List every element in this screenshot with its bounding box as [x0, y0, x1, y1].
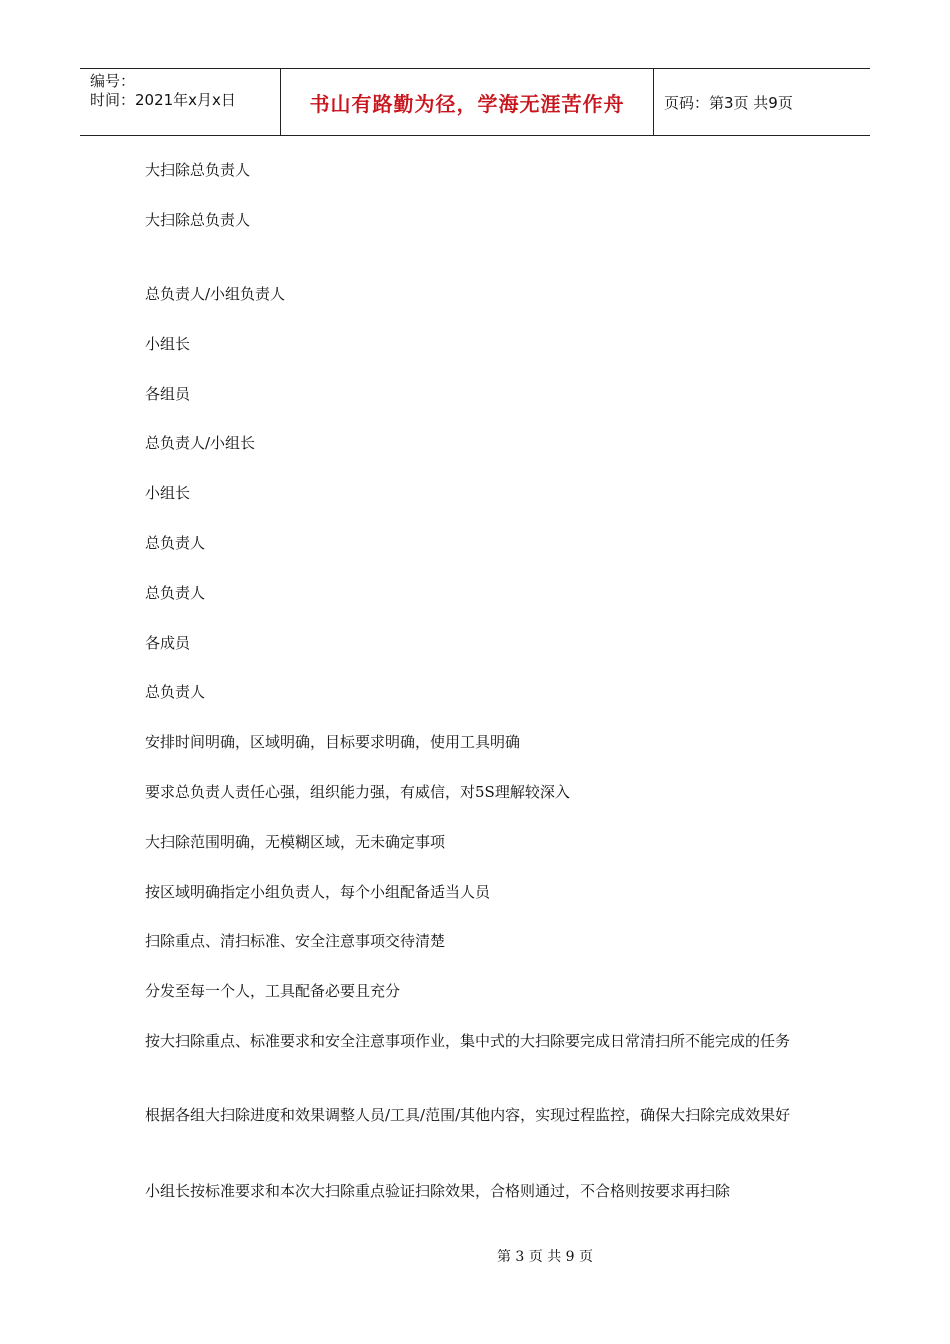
paragraph: 总负责人 — [145, 584, 206, 602]
paragraph: 大扫除范围明确，无模糊区域，无未确定事项 — [145, 833, 446, 851]
header-page-info: 页码：第3页 共9页 — [664, 93, 793, 112]
paragraph: 小组长按标准要求和本次大扫除重点验证扫除效果，合格则通过，不合格则按要求再扫除 — [145, 1182, 731, 1200]
paragraph: 大扫除总负责人 — [145, 211, 251, 229]
time-label: 时间：2021年x月x日 — [90, 91, 236, 109]
paragraph: 分发至每一个人，工具配备必要且充分 — [145, 982, 401, 1000]
page-header — [80, 68, 870, 136]
paragraph: 大扫除总负责人 — [145, 161, 251, 179]
paragraph: 扫除重点、清扫标准、安全注意事项交待清楚 — [145, 932, 446, 950]
paragraph: 总负责人 — [145, 534, 206, 552]
paragraph: 按大扫除重点、标准要求和安全注意事项作业，集中式的大扫除要完成日常清扫所不能完成的任务 — [145, 1032, 791, 1050]
paragraph: 小组长 — [145, 484, 191, 502]
header-motto: 书山有路勤为径，学海无涯苦作舟 — [281, 69, 654, 135]
paragraph: 按区域明确指定小组负责人，每个小组配备适当人员 — [145, 883, 491, 901]
paragraph: 总负责人/小组长 — [145, 434, 256, 452]
header-meta — [80, 69, 281, 135]
paragraph: 小组长 — [145, 335, 191, 353]
paragraph: 要求总负责人责任心强，组织能力强，有威信，对5S理解较深入 — [145, 783, 570, 801]
page-footer: 第 3 页 共 9 页 — [496, 1249, 594, 1265]
paragraph: 各成员 — [145, 634, 191, 652]
paragraph: 总负责人/小组负责人 — [145, 285, 286, 303]
code-label: 编号： — [90, 72, 136, 90]
paragraph: 总负责人 — [145, 683, 206, 701]
paragraph: 各组员 — [145, 385, 191, 403]
paragraph: 安排时间明确，区域明确，目标要求明确，使用工具明确 — [145, 733, 521, 751]
paragraph: 根据各组大扫除进度和效果调整人员/工具/范围/其他内容，实现过程监控，确保大扫除完成效果好 — [145, 1106, 791, 1124]
